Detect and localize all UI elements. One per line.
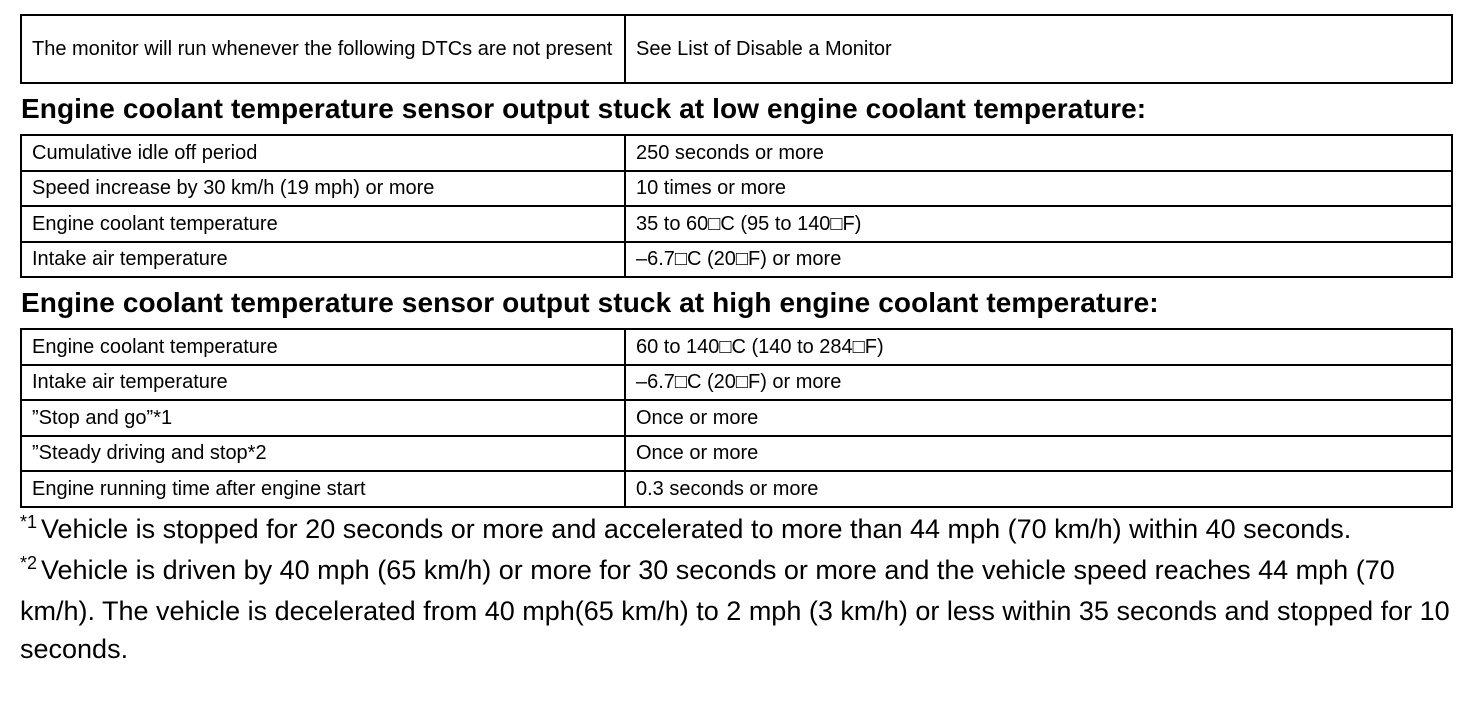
condition-label: Engine coolant temperature <box>21 206 625 242</box>
section-title-high-ect: Engine coolant temperature sensor output stuck at high engine coolant temperature: <box>21 287 1159 318</box>
footnote-marker: *2 <box>20 552 38 573</box>
condition-label: Intake air temperature <box>21 365 625 401</box>
condition-value: Once or more <box>625 436 1452 472</box>
section-title-low-ect: Engine coolant temperature sensor output stuck at low engine coolant temperature: <box>21 93 1147 124</box>
footnote-1 <box>20 510 1451 551</box>
condition-label: ”Stop and go”*1 <box>21 400 625 436</box>
footnote-marker: *1 <box>20 511 38 532</box>
footnotes <box>20 510 1451 668</box>
condition-label: ”Steady driving and stop*2 <box>21 436 625 472</box>
condition-label: Cumulative idle off period <box>21 135 625 171</box>
low-ect-conditions-table <box>20 134 1453 278</box>
condition-value: 250 seconds or more <box>625 135 1452 171</box>
monitor-condition-table <box>20 14 1453 84</box>
footnote-text: Vehicle is driven by 40 mph (65 km/h) or more for 30 seconds or more and the vehicle speed reaches 44 mph (70 km/h). The vehicle is decelerated from 40 mph(65 km/h) to 2 mph (3 km/h) or less within 35 seconds and stopped for 10 seconds. <box>20 554 1450 664</box>
condition-label: Engine running time after engine start <box>21 471 625 507</box>
document-page <box>20 14 1451 668</box>
footnote-2 <box>20 551 1451 668</box>
condition-value: 0.3 seconds or more <box>625 471 1452 507</box>
condition-label: Engine coolant temperature <box>21 329 625 365</box>
table-row <box>21 400 1452 436</box>
table-row <box>21 436 1452 472</box>
condition-label: Intake air temperature <box>21 242 625 278</box>
condition-value: 60 to 140□C (140 to 284□F) <box>625 329 1452 365</box>
condition-value: –6.7□C (20□F) or more <box>625 242 1452 278</box>
condition-value: Once or more <box>625 400 1452 436</box>
table-row <box>21 242 1452 278</box>
high-ect-conditions-table <box>20 328 1453 508</box>
condition-value: –6.7□C (20□F) or more <box>625 365 1452 401</box>
condition-value: See List of Disable a Monitor <box>625 15 1452 83</box>
table-row <box>21 15 1452 83</box>
condition-label: The monitor will run whenever the following DTCs are not present <box>21 15 625 83</box>
condition-label: Speed increase by 30 km/h (19 mph) or more <box>21 171 625 207</box>
table-row <box>21 171 1452 207</box>
table-row <box>21 135 1452 171</box>
table-row <box>21 329 1452 365</box>
table-row <box>21 206 1452 242</box>
condition-value: 10 times or more <box>625 171 1452 207</box>
table-row <box>21 365 1452 401</box>
footnote-text: Vehicle is stopped for 20 seconds or more and accelerated to more than 44 mph (70 km/h) within 40 seconds. <box>41 513 1352 544</box>
table-row <box>21 471 1452 507</box>
condition-value: 35 to 60□C (95 to 140□F) <box>625 206 1452 242</box>
